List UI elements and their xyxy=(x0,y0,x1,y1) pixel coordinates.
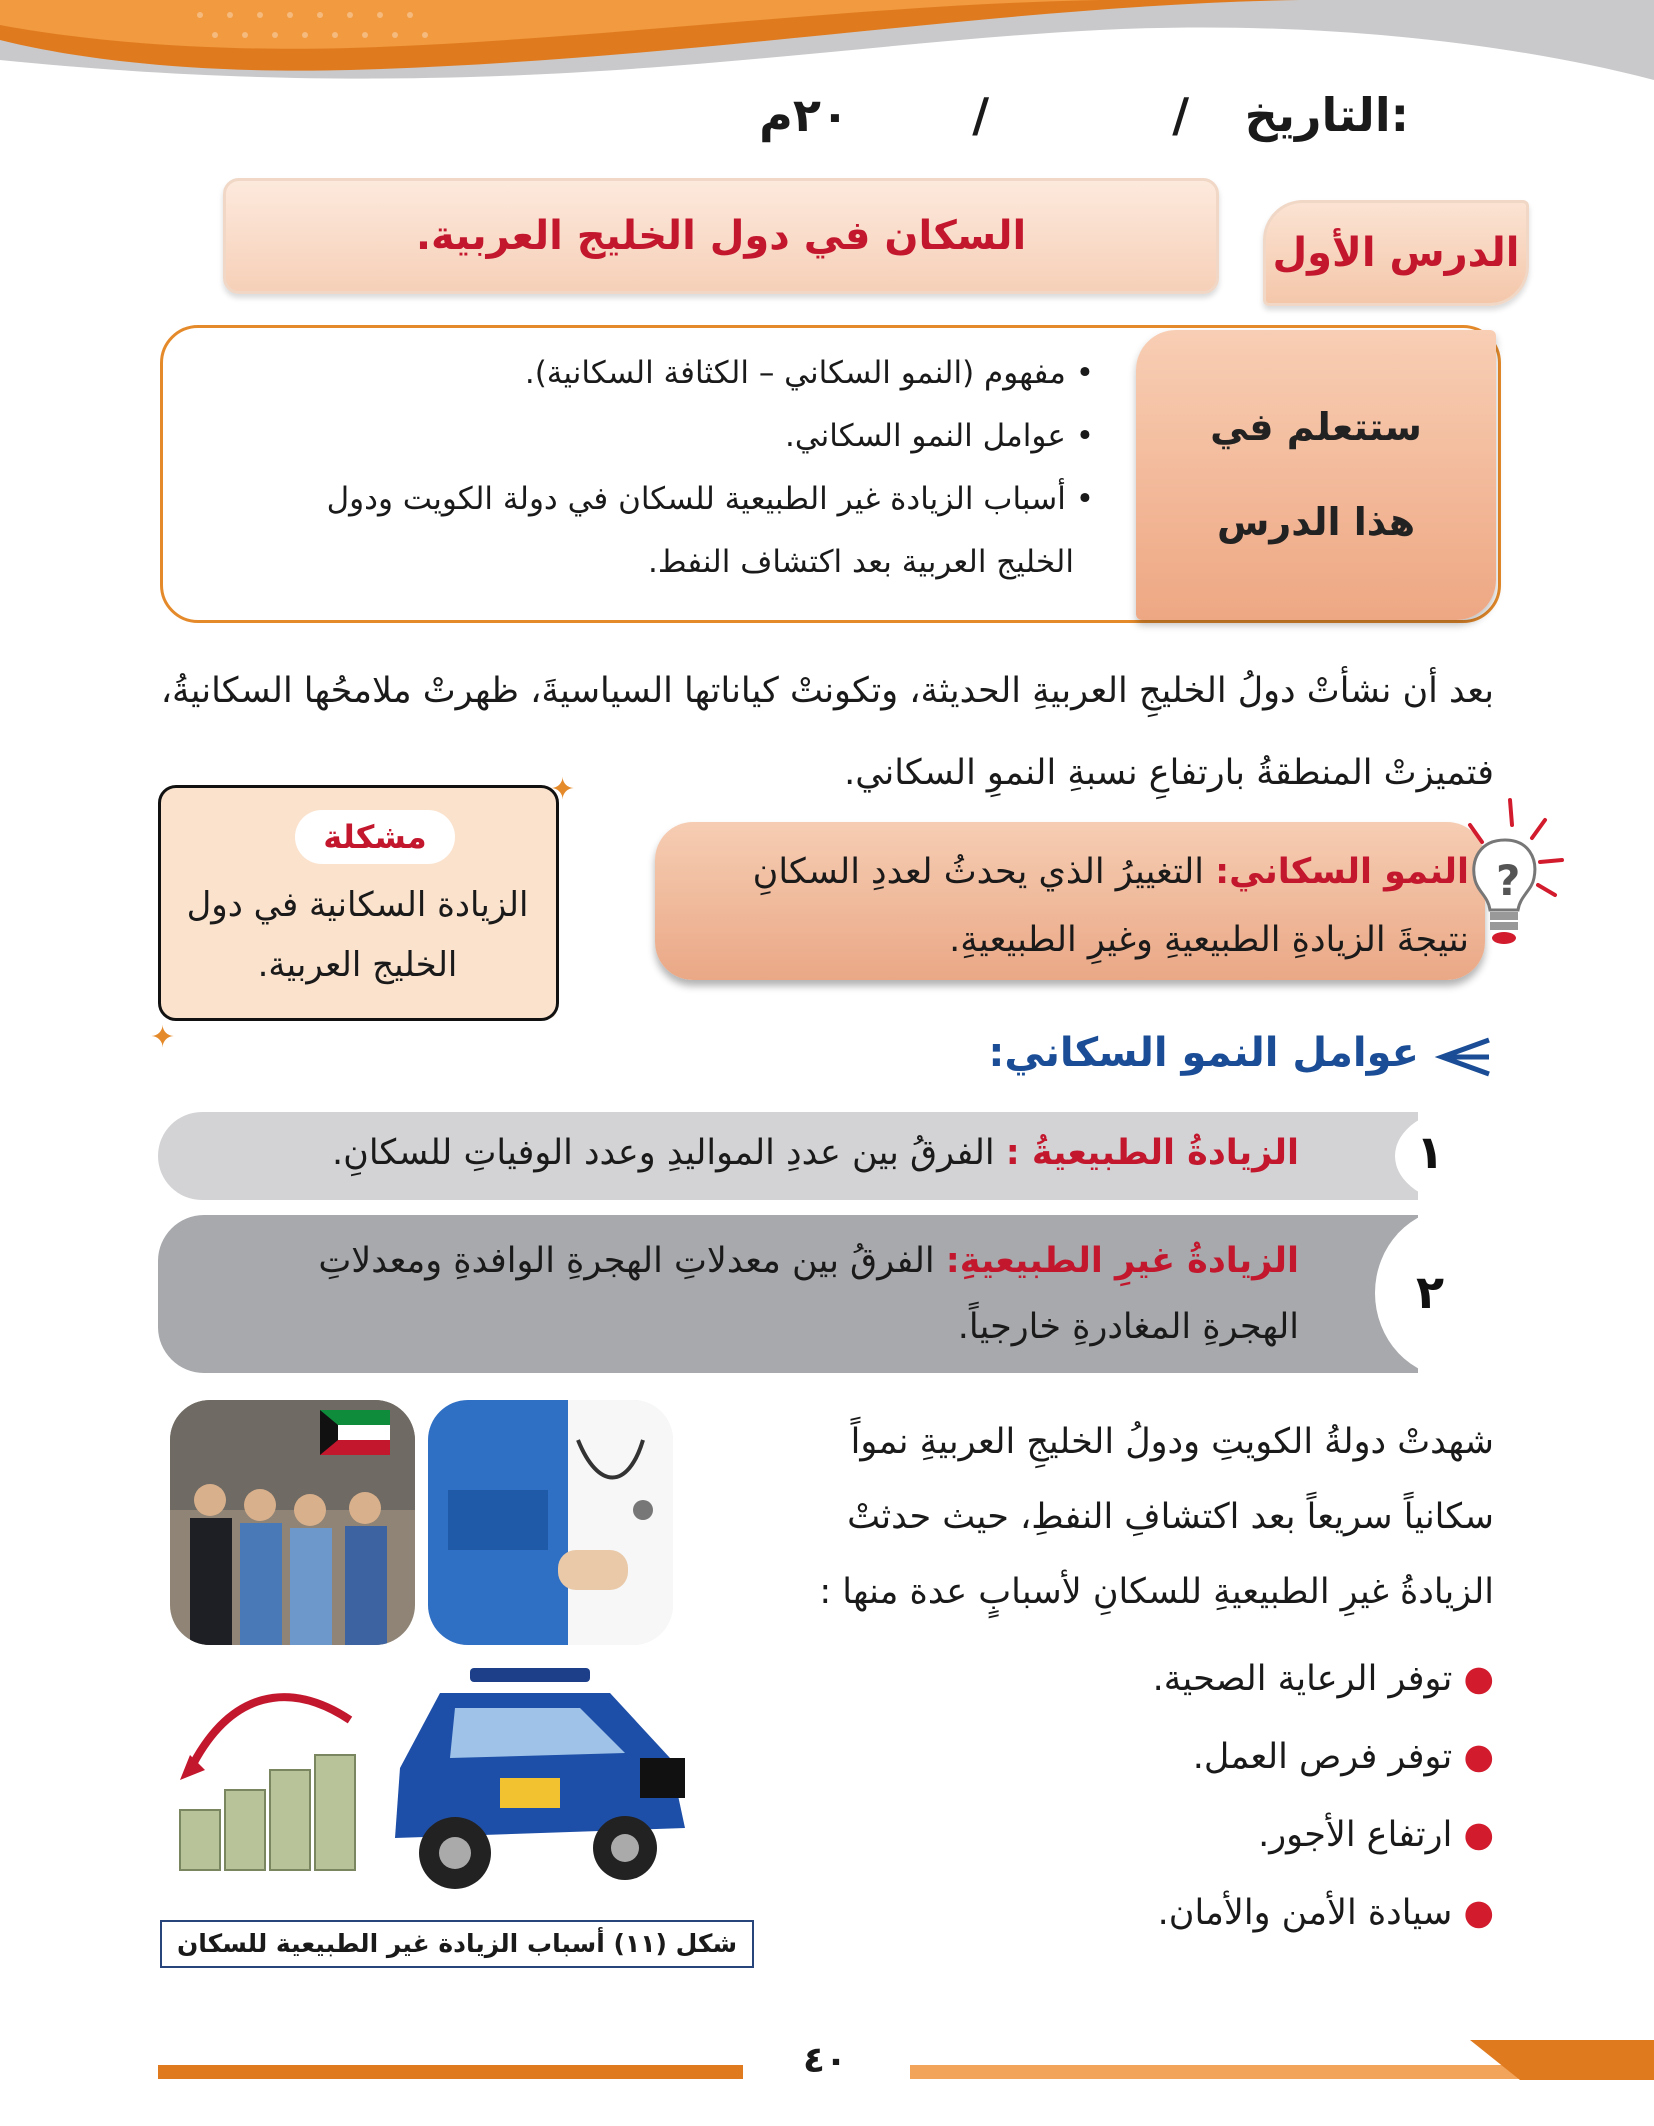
date-slash: / xyxy=(972,88,989,142)
date-line xyxy=(509,88,1409,158)
factor-number: ٢ xyxy=(1415,1265,1445,1319)
paragraph-line: فتميزتْ المنطقةُ بارتفاعِ نسبةِ النموِ السكاني. xyxy=(844,753,1494,793)
sparkle-icon: ✦ xyxy=(150,1020,176,1055)
arrow-icon xyxy=(1434,1032,1494,1082)
sparkle-icon: ✦ xyxy=(550,772,576,807)
paragraph-line: الزيادةُ غيرِ الطبيعيةِ للسكانِ لأسبابٍ عدة منها : xyxy=(819,1572,1494,1612)
page-number: ٤٠ xyxy=(803,2040,847,2081)
definition-text xyxy=(689,838,1469,974)
body-paragraph xyxy=(734,1405,1494,1630)
workers-photo xyxy=(170,1400,415,1645)
factor-description: الفرقُ بين معدلاتِ الهجرةِ الوافدةِ ومعدلاتِ xyxy=(318,1241,935,1281)
list-item: ● توفر فرص العمل. xyxy=(1192,1737,1494,1777)
learn-heading-line: هذا الدرس xyxy=(1216,500,1416,544)
bullet-icon: ● xyxy=(1463,1815,1494,1855)
definition-term: النمو السكاني: xyxy=(1215,852,1469,892)
learn-objectives-list xyxy=(274,342,1094,594)
paragraph-line: سكانياً سريعاً بعد اكتشافِ النفطِ، حيث حدثتْ xyxy=(847,1497,1494,1537)
learn-heading-line: ستتعلم في xyxy=(1210,405,1422,449)
factor-text xyxy=(199,1124,1299,1182)
bullet-icon: ● xyxy=(1463,1659,1494,1699)
paragraph-line: بعد أن نشأتْ دولُ الخليجِ العربيةِ الحديثة، وتكونتْ كياناتها السياسيةَ، ظهرتْ ملامحُها السكانيةُ، xyxy=(160,671,1494,711)
date-slash: / xyxy=(1172,88,1189,142)
learn-heading-tab xyxy=(1136,330,1496,620)
problem-label: مشكلة xyxy=(295,810,455,864)
list-item: • مفهوم (النمو السكاني – الكثافة السكانية). xyxy=(524,355,1094,391)
list-item: • عوامل النمو السكاني. xyxy=(784,418,1094,454)
date-year: ٢٠م xyxy=(759,88,849,142)
factor-term: الزيادةُ غيرِ الطبيعيةِ: xyxy=(945,1241,1299,1281)
doctors-photo xyxy=(428,1400,673,1645)
list-item: ● ارتفاع الأجور. xyxy=(1258,1815,1494,1855)
list-item-continuation: الخليج العربية بعد اكتشاف النفط. xyxy=(647,544,1074,580)
svg-text:?: ? xyxy=(1496,856,1521,905)
paragraph-line: شهدتْ دولةُ الكويتِ ودولُ الخليجِ العربيةِ نمواً xyxy=(850,1422,1494,1462)
factor-description: الفرقُ بين عددِ المواليدِ وعدد الوفياتِ للسكانِ. xyxy=(332,1133,995,1173)
factor-number: ١ xyxy=(1415,1125,1445,1179)
bullet-icon: ● xyxy=(1463,1737,1494,1777)
problem-text: الزيادة السكانية في دول الخليج العربية. xyxy=(186,885,529,985)
list-item: ● توفر الرعاية الصحية. xyxy=(1152,1659,1494,1699)
list-item: ● سيادة الأمن والأمان. xyxy=(1157,1893,1494,1933)
list-item: • أسباب الزيادة غير الطبيعية للسكان في دولة الكويت ودول xyxy=(326,481,1094,517)
lesson-title: السكان في دول الخليج العربية. xyxy=(223,178,1219,294)
definition-line: نتيجةَ الزيادةِ الطبيعيةِ وغيرِ الطبيعيةِ. xyxy=(949,920,1469,960)
definition-line: النمو السكاني: التغييرُ الذي يحدثُ لعددِ السكانِ xyxy=(752,852,1469,892)
reasons-list xyxy=(894,1640,1494,1952)
lesson-label: الدرس الأول xyxy=(1263,200,1529,306)
factor-text xyxy=(199,1228,1299,1360)
date-label: التاريخ: xyxy=(1244,88,1409,142)
bullet-icon: ● xyxy=(1463,1893,1494,1933)
factor-description: الهجرةِ المغادرةِ خارجياً. xyxy=(957,1307,1299,1347)
money-growth-photo xyxy=(170,1660,370,1890)
factor-term: الزيادةُ الطبيعيةُ : xyxy=(1005,1133,1299,1173)
figure-caption: شكل (١١) أسباب الزيادة غير الطبيعية للسكان xyxy=(160,1920,754,1968)
factors-heading: عوامل النمو السكاني: xyxy=(988,1030,1419,1076)
police-car-photo xyxy=(380,1648,700,1900)
